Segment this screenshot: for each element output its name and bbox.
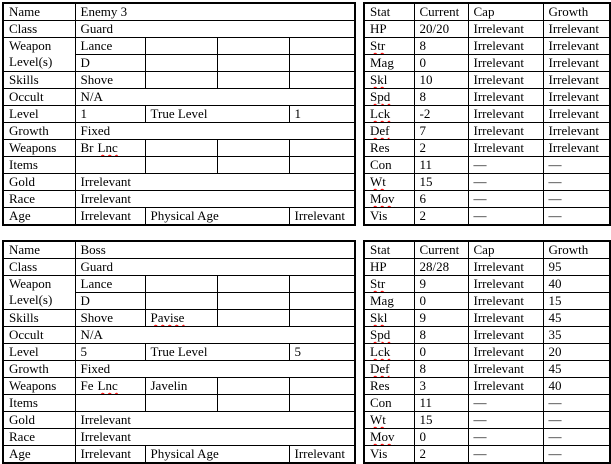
stat-growth: — bbox=[543, 191, 610, 208]
stat-row bbox=[364, 208, 610, 226]
weapon-slot bbox=[289, 378, 355, 395]
stat-current: 0 bbox=[414, 429, 468, 446]
occult-value: N/A bbox=[75, 327, 355, 344]
table-row bbox=[3, 208, 355, 226]
stat-growth: Irrelevant bbox=[543, 38, 610, 55]
gold-label: Gold bbox=[3, 174, 75, 191]
cap-header: Cap bbox=[468, 3, 543, 21]
physical-age-label: Physical Age bbox=[145, 446, 289, 464]
skill-slot bbox=[145, 310, 217, 327]
weapon-rank-slot: D bbox=[75, 55, 145, 72]
stat-name: HP bbox=[364, 259, 414, 276]
weapon-slot bbox=[217, 378, 289, 395]
stat-growth: — bbox=[543, 157, 610, 174]
stat-growth: — bbox=[543, 429, 610, 446]
stat-row bbox=[364, 174, 610, 191]
stat-cap: Irrelevant bbox=[468, 327, 543, 344]
weapon-label-line2: Level(s) bbox=[9, 292, 53, 307]
table-row bbox=[3, 21, 355, 38]
stat-name: Mag bbox=[364, 293, 414, 310]
race-label: Race bbox=[3, 191, 75, 208]
race-value: Irrelevant bbox=[75, 429, 355, 446]
level-value: 5 bbox=[75, 344, 145, 361]
stat-current: 0 bbox=[414, 55, 468, 72]
stat-current: 3 bbox=[414, 378, 468, 395]
current-header: Current bbox=[414, 241, 468, 259]
stat-growth: 35 bbox=[543, 327, 610, 344]
item-slot bbox=[145, 157, 217, 174]
stat-cap: — bbox=[468, 446, 543, 464]
name-label: Name bbox=[3, 3, 75, 21]
stat-row bbox=[364, 429, 610, 446]
stat-growth: 15 bbox=[543, 293, 610, 310]
growth-label: Growth bbox=[3, 123, 75, 140]
stat-cap: — bbox=[468, 208, 543, 226]
stat-name: Res bbox=[364, 378, 414, 395]
weapon-type-slot bbox=[217, 38, 289, 55]
stat-name: Vis bbox=[364, 446, 414, 464]
true-level-label: True Level bbox=[145, 344, 289, 361]
stat-header-row bbox=[364, 3, 610, 21]
item-slot bbox=[145, 395, 217, 412]
skills-label: Skills bbox=[3, 72, 75, 89]
weapon-type-slot: Lance bbox=[75, 38, 145, 55]
level-label: Level bbox=[3, 344, 75, 361]
stat-row bbox=[364, 310, 610, 327]
weapon-label-line1: Weapon bbox=[9, 38, 52, 53]
stat-cap: Irrelevant bbox=[468, 310, 543, 327]
weapons-label: Weapons bbox=[3, 378, 75, 395]
weapon-name-misspelled: Lnc bbox=[97, 140, 118, 155]
stat-current: 15 bbox=[414, 412, 468, 429]
weapon-name-prefix: Br bbox=[80, 140, 94, 155]
table-row bbox=[3, 429, 355, 446]
stat-row bbox=[364, 123, 610, 140]
stat-growth: — bbox=[543, 446, 610, 464]
table-row bbox=[3, 412, 355, 429]
weapon-levels-label bbox=[3, 38, 75, 72]
growth-value: Fixed bbox=[75, 123, 355, 140]
stat-name: Lck bbox=[364, 344, 414, 361]
weapon-rank-slot bbox=[145, 293, 217, 310]
stat-cap: Irrelevant bbox=[468, 89, 543, 106]
stat-current: 28/28 bbox=[414, 259, 468, 276]
stat-row bbox=[364, 55, 610, 72]
true-level-value: 1 bbox=[289, 106, 355, 123]
skill-slot: Shove bbox=[75, 310, 145, 327]
stat-row bbox=[364, 259, 610, 276]
stat-name: Str bbox=[364, 38, 414, 55]
weapon-rank-slot: D bbox=[75, 293, 145, 310]
table-row bbox=[3, 191, 355, 208]
cap-header: Cap bbox=[468, 241, 543, 259]
stat-growth: Irrelevant bbox=[543, 72, 610, 89]
stat-growth: 45 bbox=[543, 310, 610, 327]
items-label: Items bbox=[3, 157, 75, 174]
item-slot bbox=[289, 157, 355, 174]
stat-growth: 40 bbox=[543, 378, 610, 395]
stat-cap: Irrelevant bbox=[468, 106, 543, 123]
table-row bbox=[3, 378, 355, 395]
physical-age-label: Physical Age bbox=[145, 208, 289, 226]
stat-name: Vis bbox=[364, 208, 414, 226]
class-label: Class bbox=[3, 259, 75, 276]
stat-current: 15 bbox=[414, 174, 468, 191]
occult-value: N/A bbox=[75, 89, 355, 106]
stat-name: Spd bbox=[364, 327, 414, 344]
stat-cap: — bbox=[468, 157, 543, 174]
items-label: Items bbox=[3, 395, 75, 412]
stat-growth: — bbox=[543, 412, 610, 429]
stat-cap: Irrelevant bbox=[468, 378, 543, 395]
class-value: Guard bbox=[75, 259, 355, 276]
weapon-slot bbox=[75, 140, 145, 157]
weapon-rank-slot bbox=[217, 293, 289, 310]
stat-growth: Irrelevant bbox=[543, 140, 610, 157]
stat-name: Con bbox=[364, 395, 414, 412]
stat-current: 7 bbox=[414, 123, 468, 140]
weapon-rank-slot bbox=[145, 55, 217, 72]
stat-cap: Irrelevant bbox=[468, 344, 543, 361]
stat-table-1 bbox=[363, 2, 611, 226]
stat-current: 8 bbox=[414, 89, 468, 106]
stat-name: Mov bbox=[364, 429, 414, 446]
weapon-rank-slot bbox=[217, 55, 289, 72]
stat-name: HP bbox=[364, 21, 414, 38]
stat-cap: — bbox=[468, 412, 543, 429]
level-value: 1 bbox=[75, 106, 145, 123]
age-label: Age bbox=[3, 208, 75, 226]
weapon-slot bbox=[289, 140, 355, 157]
item-slot bbox=[75, 395, 145, 412]
name-value: Enemy 3 bbox=[75, 3, 355, 21]
stat-cap: Irrelevant bbox=[468, 38, 543, 55]
weapon-type-slot bbox=[145, 276, 217, 293]
stat-row bbox=[364, 106, 610, 123]
stat-growth: 45 bbox=[543, 361, 610, 378]
stat-header: Stat bbox=[364, 3, 414, 21]
stat-growth: Irrelevant bbox=[543, 21, 610, 38]
table-row bbox=[3, 446, 355, 464]
age-label: Age bbox=[3, 446, 75, 464]
age-value: Irrelevant bbox=[75, 446, 145, 464]
stat-row bbox=[364, 344, 610, 361]
stat-row bbox=[364, 191, 610, 208]
weapon-slot bbox=[217, 140, 289, 157]
class-label: Class bbox=[3, 21, 75, 38]
weapon-label-line2: Level(s) bbox=[9, 54, 53, 69]
age-value: Irrelevant bbox=[75, 208, 145, 226]
stat-growth: Irrelevant bbox=[543, 89, 610, 106]
level-label: Level bbox=[3, 106, 75, 123]
stat-table-2 bbox=[363, 240, 611, 464]
stat-row bbox=[364, 446, 610, 464]
stat-current: 20/20 bbox=[414, 21, 468, 38]
stat-growth: 40 bbox=[543, 276, 610, 293]
growth-label: Growth bbox=[3, 361, 75, 378]
stat-cap: Irrelevant bbox=[468, 55, 543, 72]
stat-current: 11 bbox=[414, 395, 468, 412]
table-row bbox=[3, 259, 355, 276]
stat-name: Mag bbox=[364, 55, 414, 72]
stat-cap: Irrelevant bbox=[468, 259, 543, 276]
stat-current: 0 bbox=[414, 293, 468, 310]
weapon-name-prefix: Fe bbox=[80, 378, 94, 393]
weapon-label-line1: Weapon bbox=[9, 276, 52, 291]
true-level-label: True Level bbox=[145, 106, 289, 123]
stat-row bbox=[364, 89, 610, 106]
physical-age-value: Irrelevant bbox=[289, 208, 355, 226]
item-slot bbox=[75, 157, 145, 174]
stat-current: 9 bbox=[414, 276, 468, 293]
table-row bbox=[3, 174, 355, 191]
table-row bbox=[3, 344, 355, 361]
table-row bbox=[3, 89, 355, 106]
stat-current: -2 bbox=[414, 106, 468, 123]
skill-slot bbox=[289, 72, 355, 89]
table-row bbox=[3, 241, 355, 259]
stat-current: 8 bbox=[414, 327, 468, 344]
stat-row bbox=[364, 327, 610, 344]
weapon-name-misspelled: Lnc bbox=[97, 378, 118, 393]
stat-growth: — bbox=[543, 174, 610, 191]
stat-name: Str bbox=[364, 276, 414, 293]
stat-cap: Irrelevant bbox=[468, 293, 543, 310]
weapon-slot bbox=[75, 378, 145, 395]
occult-label: Occult bbox=[3, 89, 75, 106]
weapon-rank-slot bbox=[289, 55, 355, 72]
table-row bbox=[3, 327, 355, 344]
stat-row bbox=[364, 157, 610, 174]
stat-row bbox=[364, 412, 610, 429]
stat-name: Lck bbox=[364, 106, 414, 123]
weapons-label: Weapons bbox=[3, 140, 75, 157]
race-label: Race bbox=[3, 429, 75, 446]
stat-growth: 20 bbox=[543, 344, 610, 361]
name-value: Boss bbox=[75, 241, 355, 259]
stat-current: 11 bbox=[414, 157, 468, 174]
occult-label: Occult bbox=[3, 327, 75, 344]
stat-cap: Irrelevant bbox=[468, 361, 543, 378]
stat-name: Spd bbox=[364, 89, 414, 106]
stat-current: 10 bbox=[414, 72, 468, 89]
stat-current: 2 bbox=[414, 208, 468, 226]
weapon-slot bbox=[145, 140, 217, 157]
stat-row bbox=[364, 395, 610, 412]
stat-row bbox=[364, 38, 610, 55]
stat-current: 6 bbox=[414, 191, 468, 208]
stat-row bbox=[364, 293, 610, 310]
stat-growth: 95 bbox=[543, 259, 610, 276]
item-slot bbox=[217, 395, 289, 412]
gold-label: Gold bbox=[3, 412, 75, 429]
stat-cap: Irrelevant bbox=[468, 72, 543, 89]
stat-cap: Irrelevant bbox=[468, 21, 543, 38]
weapon-type-slot bbox=[145, 38, 217, 55]
table-row bbox=[3, 310, 355, 327]
stat-name: Skl bbox=[364, 72, 414, 89]
stat-cap: Irrelevant bbox=[468, 123, 543, 140]
stat-growth: Irrelevant bbox=[543, 55, 610, 72]
stat-cap: — bbox=[468, 395, 543, 412]
stat-growth: Irrelevant bbox=[543, 106, 610, 123]
unit-info-table-2 bbox=[2, 240, 356, 464]
growth-header: Growth bbox=[543, 3, 610, 21]
table-row bbox=[3, 38, 355, 55]
race-value: Irrelevant bbox=[75, 191, 355, 208]
stat-cap: — bbox=[468, 191, 543, 208]
stat-row bbox=[364, 140, 610, 157]
stat-current: 9 bbox=[414, 310, 468, 327]
table-row bbox=[3, 106, 355, 123]
stat-name: Con bbox=[364, 157, 414, 174]
stat-name: Res bbox=[364, 140, 414, 157]
stat-row bbox=[364, 21, 610, 38]
table-row bbox=[3, 157, 355, 174]
stat-header-row bbox=[364, 241, 610, 259]
stat-row bbox=[364, 72, 610, 89]
weapon-type-slot bbox=[289, 276, 355, 293]
weapon-type-slot bbox=[289, 38, 355, 55]
skills-label: Skills bbox=[3, 310, 75, 327]
table-row bbox=[3, 123, 355, 140]
stat-cap: Irrelevant bbox=[468, 276, 543, 293]
weapon-type-slot bbox=[217, 276, 289, 293]
gold-value: Irrelevant bbox=[75, 174, 355, 191]
item-slot bbox=[217, 157, 289, 174]
stat-current: 2 bbox=[414, 140, 468, 157]
stat-name: Def bbox=[364, 361, 414, 378]
table-row bbox=[3, 72, 355, 89]
item-slot bbox=[289, 395, 355, 412]
skill-slot bbox=[217, 72, 289, 89]
table-row bbox=[3, 140, 355, 157]
weapon-slot: Javelin bbox=[145, 378, 217, 395]
skill-slot: Shove bbox=[75, 72, 145, 89]
stat-growth: Irrelevant bbox=[543, 123, 610, 140]
growth-header: Growth bbox=[543, 241, 610, 259]
gold-value: Irrelevant bbox=[75, 412, 355, 429]
table-row bbox=[3, 395, 355, 412]
name-label: Name bbox=[3, 241, 75, 259]
stat-cap: Irrelevant bbox=[468, 140, 543, 157]
current-header: Current bbox=[414, 3, 468, 21]
table-row bbox=[3, 3, 355, 21]
stat-current: 8 bbox=[414, 38, 468, 55]
stat-name: Mov bbox=[364, 191, 414, 208]
class-value: Guard bbox=[75, 21, 355, 38]
skill-slot bbox=[217, 310, 289, 327]
weapon-levels-label bbox=[3, 276, 75, 310]
stat-name: Def bbox=[364, 123, 414, 140]
unit-info-table-1 bbox=[2, 2, 356, 226]
stat-cap: — bbox=[468, 429, 543, 446]
stat-name: Skl bbox=[364, 310, 414, 327]
stat-current: 8 bbox=[414, 361, 468, 378]
stat-row bbox=[364, 378, 610, 395]
stat-current: 2 bbox=[414, 446, 468, 464]
true-level-value: 5 bbox=[289, 344, 355, 361]
stat-current: 0 bbox=[414, 344, 468, 361]
skill-slot bbox=[289, 310, 355, 327]
skill-name-misspelled: Pavise bbox=[150, 310, 185, 325]
physical-age-value: Irrelevant bbox=[289, 446, 355, 464]
table-row bbox=[3, 361, 355, 378]
stat-header: Stat bbox=[364, 241, 414, 259]
stat-name: Wt bbox=[364, 412, 414, 429]
stat-growth: — bbox=[543, 208, 610, 226]
stat-name: Wt bbox=[364, 174, 414, 191]
stat-row bbox=[364, 276, 610, 293]
table-row bbox=[3, 276, 355, 293]
stat-growth: — bbox=[543, 395, 610, 412]
growth-value: Fixed bbox=[75, 361, 355, 378]
skill-slot bbox=[145, 72, 217, 89]
weapon-type-slot: Lance bbox=[75, 276, 145, 293]
stat-row bbox=[364, 361, 610, 378]
stat-cap: — bbox=[468, 174, 543, 191]
weapon-rank-slot bbox=[289, 293, 355, 310]
